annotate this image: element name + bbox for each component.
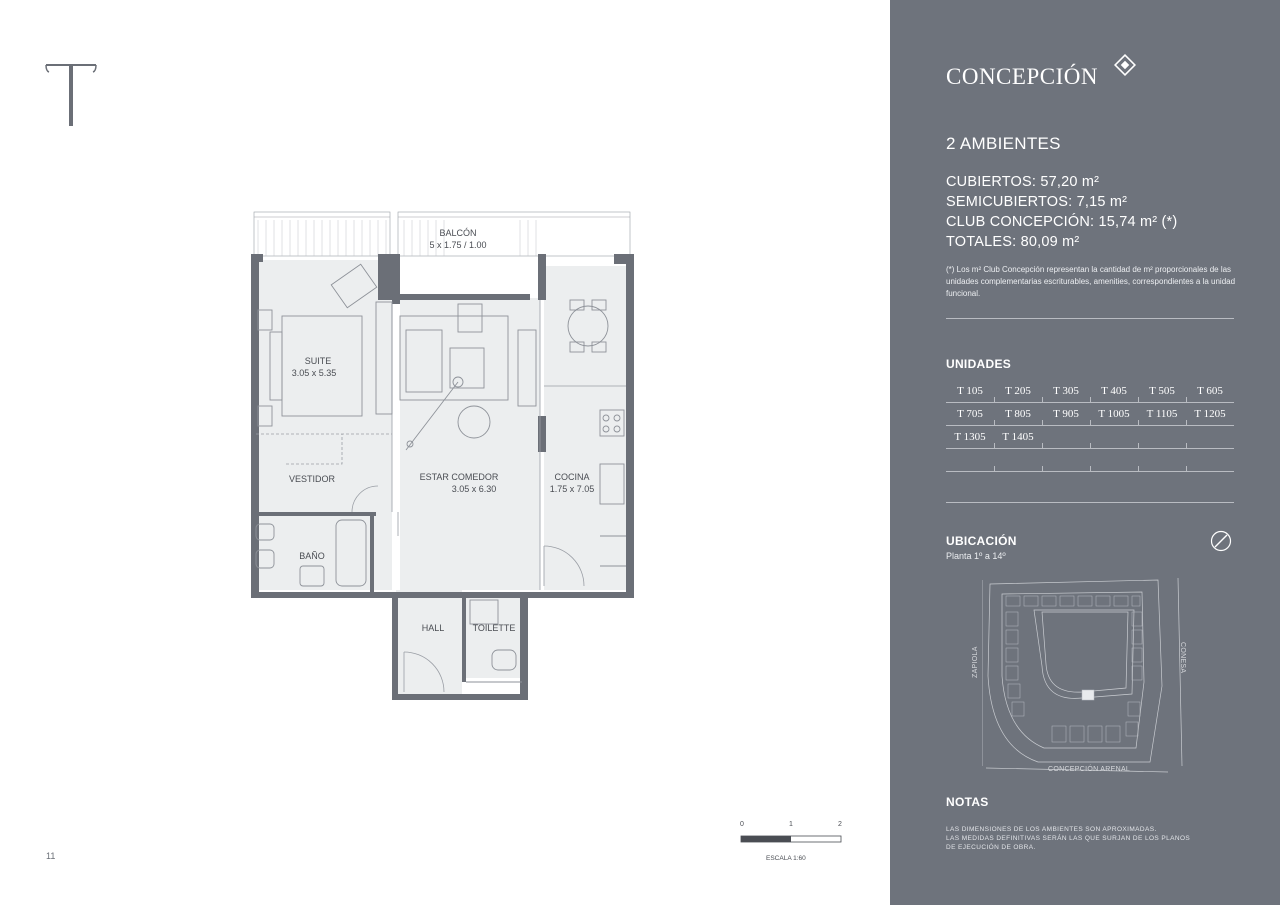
unit-cell: T 405 (1090, 380, 1138, 402)
unit-cell: T 705 (957, 408, 983, 420)
units-row (946, 426, 1234, 449)
street-label-left: ZAPIOLA (972, 646, 979, 678)
divider (946, 502, 1234, 503)
room-name-toilette: TOILETTE (472, 623, 516, 633)
unit-type: 2 AMBIENTES (946, 134, 1061, 153)
note-line: DE EJECUCIÓN DE OBRA. (946, 844, 1036, 851)
unit-cell: T 1405 (994, 426, 1042, 448)
room-dims-balcon: 5 x 1.75 / 1.00 (429, 240, 487, 250)
scale-bar (738, 818, 848, 864)
units-title: UNIDADES (946, 357, 1012, 371)
floor-plan (248, 206, 638, 700)
notes-title: NOTAS (946, 795, 989, 809)
unit-cell: T 805 (994, 403, 1042, 425)
street-label-right: CONESA (1179, 642, 1186, 674)
page-number: 11 (46, 851, 56, 861)
unit-cell: T 205 (994, 380, 1042, 402)
room-name-estar: ESTAR COMEDOR (419, 472, 499, 482)
room-dims-suite: 3.05 x 5.35 (291, 368, 337, 378)
units-row (946, 380, 1234, 403)
unit-cell: T 605 (1186, 380, 1234, 402)
unit-cell: T 305 (1042, 380, 1090, 402)
room-name-balcon: BALCÓN (439, 228, 477, 238)
scale-tick-1: 1 (789, 821, 793, 828)
area-semicubiertos: SEMICUBIERTOS: 7,15 m² (946, 194, 1128, 210)
room-dims-estar: 3.05 x 6.30 (451, 484, 497, 494)
footnote: (*) Los m² Club Concepción representan la cantidad de m² proporcionales de las unidades complementarias escriturables, amenities, correspondientes a la unidad funcional. (946, 265, 1236, 298)
site-map (982, 576, 1192, 776)
diamond-icon (1114, 54, 1136, 76)
room-name-bano: BAÑO (299, 551, 325, 561)
unit-cell: T 1105 (1138, 403, 1186, 425)
note-line: LAS MEDIDAS DEFINITIVAS SERÁN LAS QUE SURJAN DE LOS PLANOS (946, 835, 1191, 842)
info-panel (890, 0, 1280, 905)
room-name-hall: HALL (421, 623, 445, 633)
unit-cell (994, 449, 1042, 471)
room-name-suite: SUITE (304, 356, 332, 366)
street-label-bottom: CONCEPCIÓN ARENAL (1048, 766, 1131, 773)
notes-text (946, 825, 1246, 852)
unit-cell (1042, 449, 1090, 471)
area-list (946, 172, 1177, 252)
unit-cell (1090, 449, 1138, 471)
unit-cell: T 1305 (954, 431, 986, 443)
unit-cell (1186, 449, 1234, 471)
location-subtitle: Planta 1º a 14º (946, 551, 1006, 561)
area-totales: TOTALES: 80,09 m² (946, 234, 1080, 250)
unit-cell: T 1005 (1090, 403, 1138, 425)
unit-cell: T 105 (957, 385, 983, 397)
unit-cell (946, 449, 994, 471)
area-club: CLUB CONCEPCIÓN: 15,74 m² (*) (946, 214, 1178, 230)
scale-label: ESCALA 1:60 (766, 855, 806, 862)
scale-tick-0: 0 (740, 821, 744, 828)
brand-name: CONCEPCIÓN (946, 64, 1098, 89)
units-grid (946, 380, 1234, 472)
compass-icon (1210, 530, 1232, 552)
t-logo-mark (44, 62, 98, 128)
unit-cell (1138, 426, 1186, 448)
unit-cell (1042, 426, 1090, 448)
scale-tick-2: 2 (838, 821, 842, 828)
divider (946, 318, 1234, 319)
units-row (946, 449, 1234, 472)
room-dims-cocina: 1.75 x 7.05 (549, 484, 595, 494)
units-row (946, 403, 1234, 426)
unit-cell: T 1205 (1186, 403, 1234, 425)
location-title: UBICACIÓN (946, 534, 1017, 548)
unit-cell: T 505 (1138, 380, 1186, 402)
area-cubiertos: CUBIERTOS: 57,20 m² (946, 174, 1100, 190)
unit-cell (1138, 449, 1186, 471)
note-line: LAS DIMENSIONES DE LOS AMBIENTES SON APROXIMADAS. (946, 826, 1157, 833)
unit-cell: T 905 (1042, 403, 1090, 425)
unit-cell (1186, 426, 1234, 448)
unit-cell (1090, 426, 1138, 448)
room-name-cocina: COCINA (554, 472, 590, 482)
room-name-vestidor: VESTIDOR (288, 474, 336, 484)
